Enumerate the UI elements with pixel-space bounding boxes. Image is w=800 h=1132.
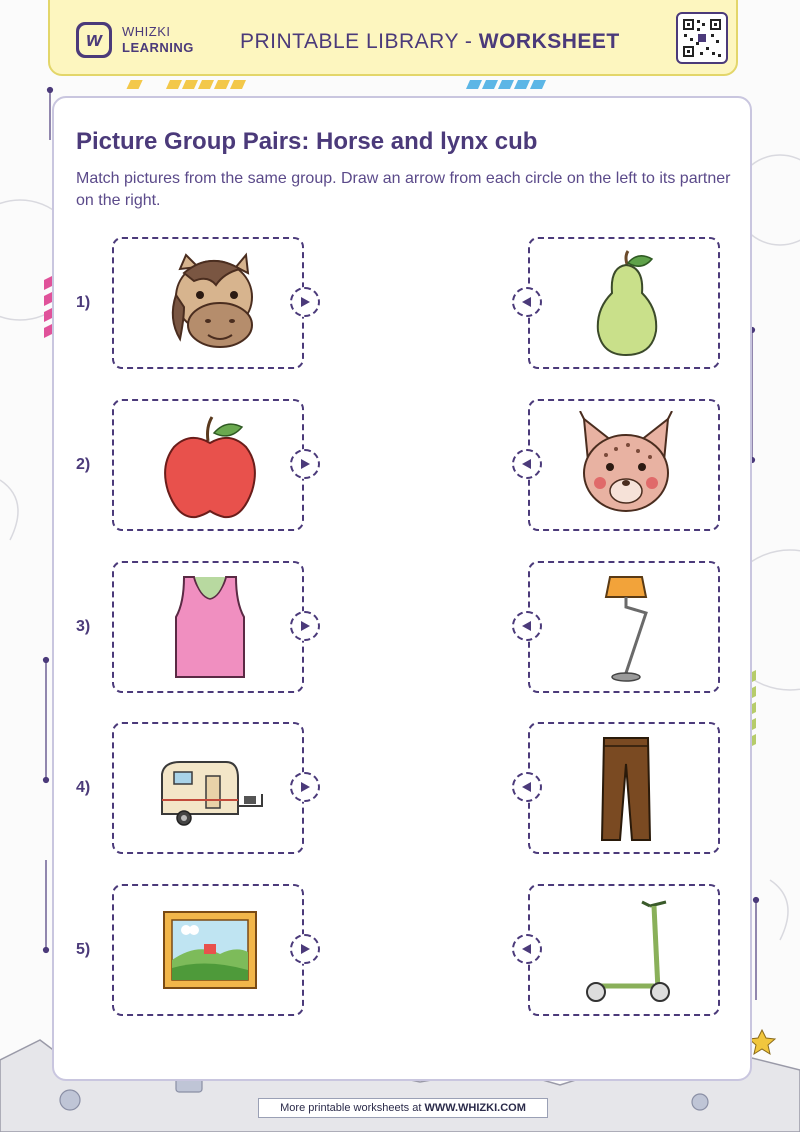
play-arrow-right-icon — [299, 296, 311, 308]
play-arrow-left-icon — [521, 781, 533, 793]
tank-top-icon — [150, 573, 270, 683]
brand-line1: WHIZKI — [122, 24, 171, 39]
header-title — [240, 30, 620, 54]
left-picture-box-2 — [112, 399, 304, 531]
left-picture-box-5 — [112, 884, 304, 1016]
horse-icon — [150, 249, 270, 359]
right-picture-box-1 — [528, 237, 720, 369]
left-picture-box-1 — [112, 237, 304, 369]
play-arrow-right-icon — [299, 620, 311, 632]
play-arrow-left-icon — [521, 943, 533, 955]
left-connector-circle-5[interactable] — [290, 934, 320, 964]
footer-banner — [258, 1098, 548, 1118]
right-picture-box-3 — [528, 561, 720, 693]
play-arrow-left-icon — [521, 458, 533, 470]
right-connector-circle-5[interactable] — [512, 934, 542, 964]
worksheet-instructions: Match pictures from the same group. Draw an arrow from each circle on the left to its partner on the right. — [76, 170, 731, 209]
row-number: 2) — [76, 456, 91, 473]
qr-code-icon[interactable] — [676, 12, 728, 64]
trousers-icon — [566, 734, 686, 844]
brand-line2: LEARNING — [122, 40, 194, 55]
left-picture-box-4 — [112, 722, 304, 854]
brand-name — [122, 24, 194, 56]
left-connector-circle-3[interactable] — [290, 611, 320, 641]
right-connector-circle-2[interactable] — [512, 449, 542, 479]
apple-icon — [150, 411, 270, 521]
footer-prefix: More printable worksheets at — [280, 1102, 425, 1114]
right-picture-box-4 — [528, 722, 720, 854]
right-connector-circle-4[interactable] — [512, 772, 542, 802]
left-connector-circle-1[interactable] — [290, 287, 320, 317]
row-number: 5) — [76, 941, 91, 958]
right-connector-circle-3[interactable] — [512, 611, 542, 641]
right-picture-box-2 — [528, 399, 720, 531]
landscape-painting-icon — [150, 896, 270, 1006]
row-number: 1) — [76, 294, 91, 311]
row-number: 4) — [76, 779, 91, 796]
whizki-logo[interactable] — [76, 22, 112, 58]
header-banner — [48, 0, 738, 76]
lynx-cub-icon — [566, 411, 686, 521]
pear-icon — [566, 249, 686, 359]
camper-trailer-icon — [150, 734, 270, 844]
play-arrow-right-icon — [299, 781, 311, 793]
play-arrow-right-icon — [299, 458, 311, 470]
floor-lamp-icon — [566, 573, 686, 683]
worksheet-title: Picture Group Pairs: Horse and lynx cub — [76, 128, 538, 155]
play-arrow-right-icon — [299, 943, 311, 955]
left-connector-circle-2[interactable] — [290, 449, 320, 479]
left-connector-circle-4[interactable] — [290, 772, 320, 802]
row-number: 3) — [76, 618, 91, 635]
play-arrow-left-icon — [521, 620, 533, 632]
footer-site-link[interactable]: WWW.WHIZKI.COM — [424, 1102, 526, 1114]
play-arrow-left-icon — [521, 296, 533, 308]
header-title-bold: WORKSHEET — [478, 30, 620, 53]
right-picture-box-5 — [528, 884, 720, 1016]
right-connector-circle-1[interactable] — [512, 287, 542, 317]
left-picture-box-3 — [112, 561, 304, 693]
kick-scooter-icon — [566, 896, 686, 1006]
logo-letter: w — [79, 25, 109, 55]
header-title-prefix: PRINTABLE LIBRARY - — [240, 30, 479, 53]
